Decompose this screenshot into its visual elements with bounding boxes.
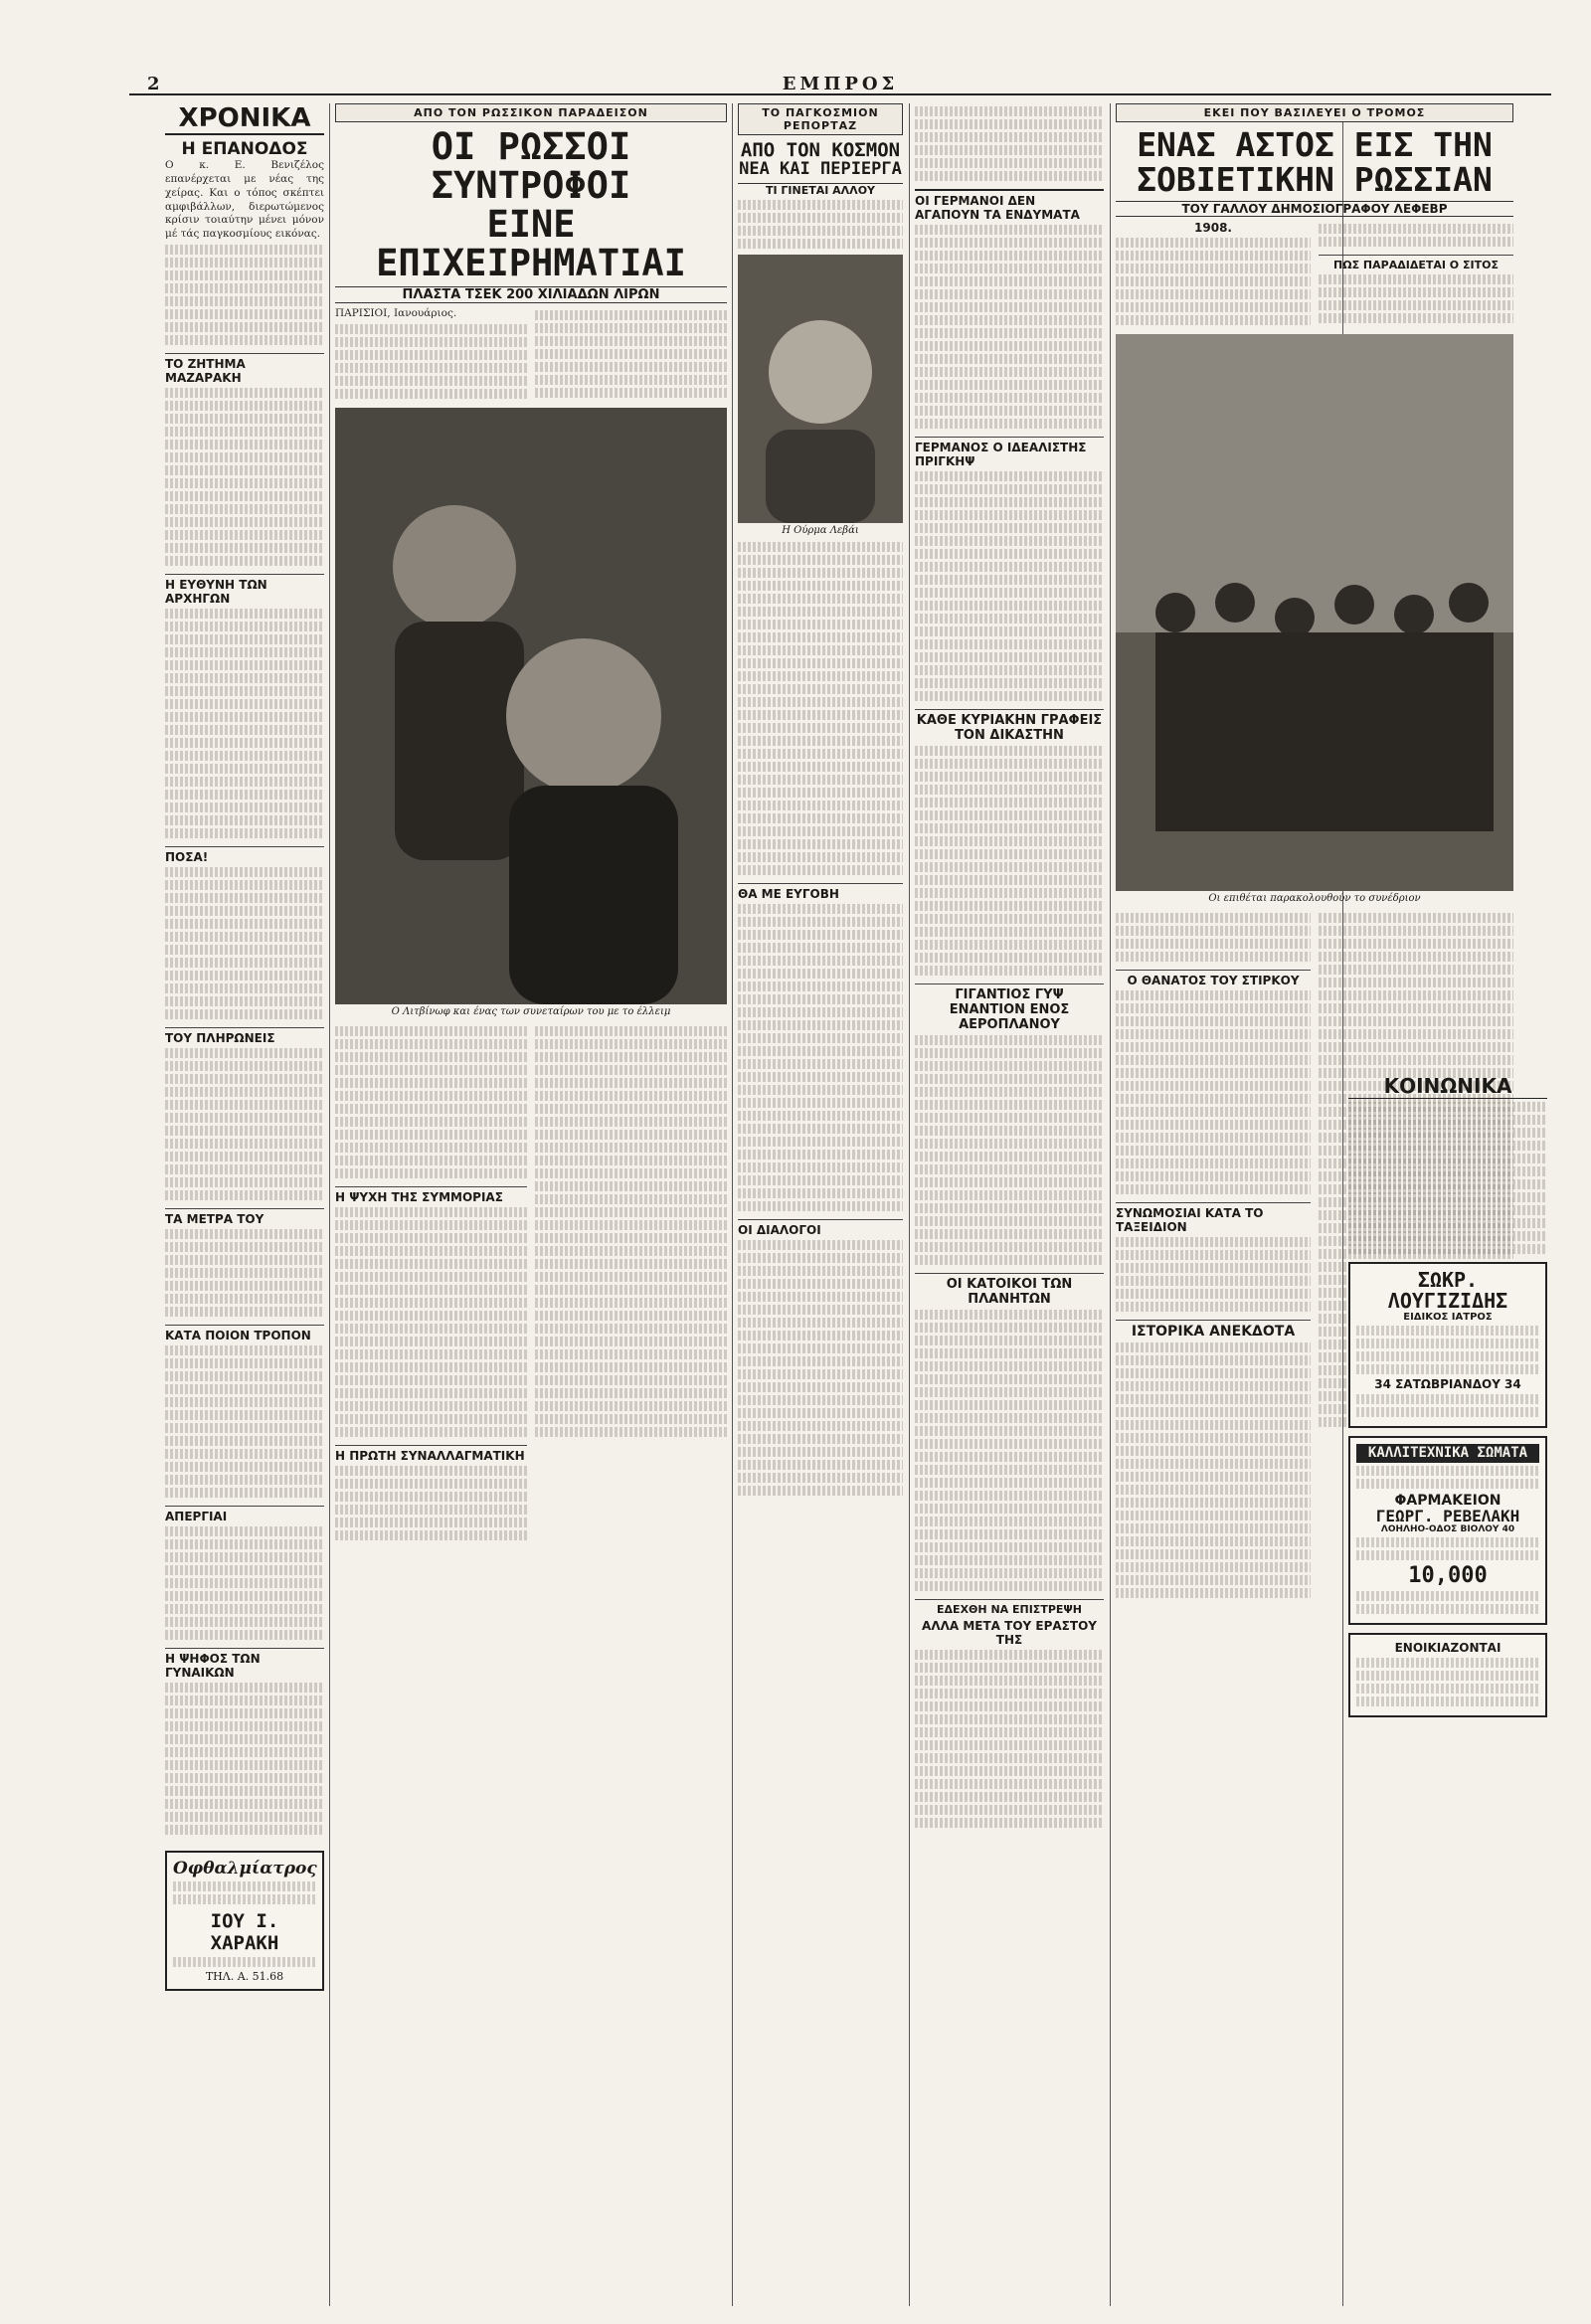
photo-caption: Οι επιθέται παρακολουθούν το συνέδριον <box>1208 893 1421 905</box>
subhead: Η ΨΗΦΟΣ ΤΩΝ ΓΥΝΑΙΚΩΝ <box>165 1648 324 1680</box>
ad-title: Οφθαλμίατρος <box>173 1859 317 1879</box>
ad-rent: ΕΝΟΙΚΙΑΖΟΝΤΑΙ <box>1394 1640 1502 1655</box>
photo-caption: Ο Λιτβίνωφ και ένας των συνεταίρων του με το έλλειμ <box>391 1006 671 1018</box>
paper-name: ΕΜΠΡΟΣ <box>782 74 899 94</box>
column-chronicles <box>165 103 324 2306</box>
subhead: ΘΑ ΜΕ ΕΥΓΟΒΗ <box>738 883 903 901</box>
portrait-illustration <box>738 255 903 523</box>
article-intro: Ο κ. Ε. Βενιζέλος επανέρχεται με νέας της χείρας. Και ο τόπος σκέπτει αμφιβάλλων, διερωτώμενος κρίσιν τοιαύτην μένει μόνον μέ τάς παγκοσμίους εικόνας. <box>165 159 324 241</box>
advertisement-rent <box>1348 1633 1547 1717</box>
photo-illustration <box>335 408 727 1004</box>
subhead: ΤΟ ΖΗΤΗΜΑ ΜΑΖΑΡΑΚΗ <box>165 353 324 385</box>
advertisement-ophthalmologist <box>165 1851 324 1991</box>
subhead: ΟΙ ΚΑΤΟΙΚΟΙ ΤΩΝ ΠΛΑΝΗΤΩΝ <box>915 1273 1104 1307</box>
subhead: ΚΑΘΕ ΚΥΡΙΑΚΗΝ ΓΡΑΦΕΙΣ ΤΟΝ ΔΙΚΑΣΤΗΝ <box>915 709 1104 743</box>
photo-litvinov <box>335 408 727 1004</box>
subhead: ΟΙ ΔΙΑΛΟΓΟΙ <box>738 1219 903 1237</box>
ad-number: 10,000 <box>1408 1563 1488 1589</box>
column-miscellany <box>915 103 1104 2306</box>
ad-address: 34 ΣΑΤΩΒΡΙΑΝΔΟΥ 34 <box>1374 1377 1521 1391</box>
column-rule <box>1110 103 1111 2306</box>
subhead: ΑΠΕΡΓΙΑΙ <box>165 1506 324 1523</box>
ad-pharmacist: ΓΕΩΡΓ. ΡΕΒΕΛΑΚΗ <box>1375 1506 1520 1525</box>
subtitle: ΤΙ ΓΙΝΕΤΑΙ ΑΛΛΟΥ <box>738 183 903 197</box>
subhead-line-2: ΑΛΛΑ ΜΕΤΑ ΤΟΥ ΕΡΑΣΤΟΥ ΤΗΣ <box>922 1619 1097 1647</box>
photo-caption: Η Ούρμα Λεβάι <box>782 524 859 536</box>
headline-line-2: ΕΙΝΕ ΕΠΙΧΕΙΡΗΜΑΤΙΑΙ <box>376 202 686 284</box>
ad-cosmetics: ΚΑΛΛΙΤΕΧΝΙΚΑ ΣΩΜΑΤΑ <box>1356 1444 1539 1463</box>
headline-line-1: ΕΝΑΣ ΑΣΤΟΣ ΕΙΣ ΤΗΝ <box>1137 125 1493 164</box>
subhead: ΤΑ ΜΕΤΡΑ ΤΟΥ <box>165 1208 324 1226</box>
subhead: ΠΩΣ ΠΑΡΑΔΙΔΕΤΑΙ Ο ΣΙΤΟΣ <box>1319 255 1513 271</box>
photo-crowd <box>1116 334 1513 891</box>
subtitle: ΤΟΥ ΓΑΛΛΟΥ ΔΗΜΟΣΙΟΓΡΑΦΟΥ ΛΕΦΕΒΡ <box>1116 201 1513 217</box>
subhead: ΕΔΕΧΘΗ ΝΑ ΕΠΙΣΤΡΕΨΗ <box>915 1599 1104 1616</box>
column-russian-comrades <box>335 103 727 2306</box>
section-title: ΚΟΙΝΩΝΙΚΑ <box>1348 1074 1547 1099</box>
column-ads <box>1348 1074 1547 2267</box>
kicker: ΕΚΕΙ ΠΟΥ ΒΑΣΙΛΕΥΕΙ Ο ΤΡΟΜΟΣ <box>1116 103 1513 122</box>
ad-pharmacy-address: ΛΟΗΛΗΟ-ΟΔΟΣ ΒΙΟΛΟΥ 40 <box>1380 1524 1515 1535</box>
column-world-news <box>738 103 903 2306</box>
page-number: 2 <box>147 74 160 94</box>
subhead: ΓΙΓΑΝΤΙΟΣ ΓΥΨ ΕΝΑΝΤΙΟΝ ΕΝΟΣ ΑΕΡΟΠΛΑΝΟΥ <box>915 983 1104 1032</box>
column-rule <box>329 103 330 2306</box>
subhead: Η ΨΥΧΗ ΤΗΣ ΣΥΜΜΟΡΙΑΣ <box>335 1186 527 1204</box>
headline-line-2: ΣΟΒΙΕΤΙΚΗΝ ΡΩΣΣΙΑΝ <box>1137 159 1493 199</box>
masthead <box>129 74 1551 95</box>
article-title: Η ΕΠΑΝΟΔΟΣ <box>181 139 308 159</box>
subhead: ΙΣΤΟΡΙΚΑ ΑΝΕΚΔΟΤΑ <box>1116 1320 1311 1340</box>
subhead: ΤΟΥ ΠΛΗΡΩΝΕΙΣ <box>165 1027 324 1045</box>
subhead: Η ΕΥΘΥΝΗ ΤΩΝ ΑΡΧΗΓΩΝ <box>165 574 324 606</box>
ad-pharmacy: ΦΑΡΜΑΚΕΙΟΝ <box>1394 1492 1502 1509</box>
subhead: ΓΕΡΜΑΝΟΣ Ο ΙΔΕΑΛΙΣΤΗΣ ΠΡΙΓΚΗΨ <box>915 437 1104 468</box>
subtitle: ΠΛΑΣΤΑ ΤΣΕΚ 200 ΧΙΛΙΑΔΩΝ ΛΙΡΩΝ <box>335 286 727 303</box>
kicker: ΤΟ ΠΑΓΚΟΣΜΙΟΝ ΡΕΠΟΡΤΑΖ <box>738 103 903 135</box>
photo-portrait <box>738 255 903 523</box>
headline-line-2: ΝΕΑ ΚΑΙ ΠΕΡΙΕΡΓΑ <box>739 158 902 179</box>
crowd-illustration <box>1116 334 1513 891</box>
advertisement-pharmacy <box>1348 1436 1547 1625</box>
subhead: ΣΥΝΩΜΟΣΙΑΙ ΚΑΤΑ ΤΟ ΤΑΞΕΙΔΙΟΝ <box>1116 1202 1311 1234</box>
subhead: ΟΙ ΓΕΡΜΑΝΟΙ ΔΕΝ ΑΓΑΠΟΥΝ ΤΑ ΕΝΔΥΜΑΤΑ <box>915 189 1104 222</box>
ad-doctor-title: ΕΙΔΙΚΟΣ ΙΑΤΡΟΣ <box>1403 1312 1493 1323</box>
kicker: ΑΠΟ ΤΟΝ ΡΩΣΣΙΚΟΝ ΠΑΡΑΔΕΙΣΟΝ <box>335 103 727 122</box>
subhead: ΠΟΣΑ! <box>165 846 324 864</box>
column-rule <box>732 103 733 2306</box>
ad-name: ΙΟΥ Ι. ΧΑΡΑΚΗ <box>210 1910 279 1955</box>
year-label: 1908. <box>1194 221 1232 236</box>
subhead: Ο ΘΑΝΑΤΟΣ ΤΟΥ ΣΤΙΡΚΟΥ <box>1116 970 1311 987</box>
dateline: ΠΑΡΙΣΙΟΙ, Ιανουάριος. <box>335 307 457 320</box>
ad-phone: ΤΗΛ. Α. 51.68 <box>205 1970 284 1984</box>
headline-line-1: ΟΙ ΡΩΣΣΟΙ ΣΥΝΤΡΟΦΟΙ <box>431 125 631 207</box>
subhead: Η ΠΡΩΤΗ ΣΥΝΑΛΛΑΓΜΑΤΙΚΗ <box>335 1445 527 1463</box>
ad-doctor-name: ΣΩΚΡ. ΛΟΥΓΙΖΙΔΗΣ <box>1387 1268 1508 1313</box>
subhead: ΚΑΤΑ ΠΟΙΟΝ ΤΡΟΠΟΝ <box>165 1325 324 1342</box>
advertisement-doctor <box>1348 1262 1547 1428</box>
headline: ΑΠΟ ΤΟΝ ΚΟΣΜΟΝ <box>740 139 901 161</box>
section-title: ΧΡΟΝΙΚΑ <box>165 103 324 135</box>
column-rule <box>909 103 910 2306</box>
